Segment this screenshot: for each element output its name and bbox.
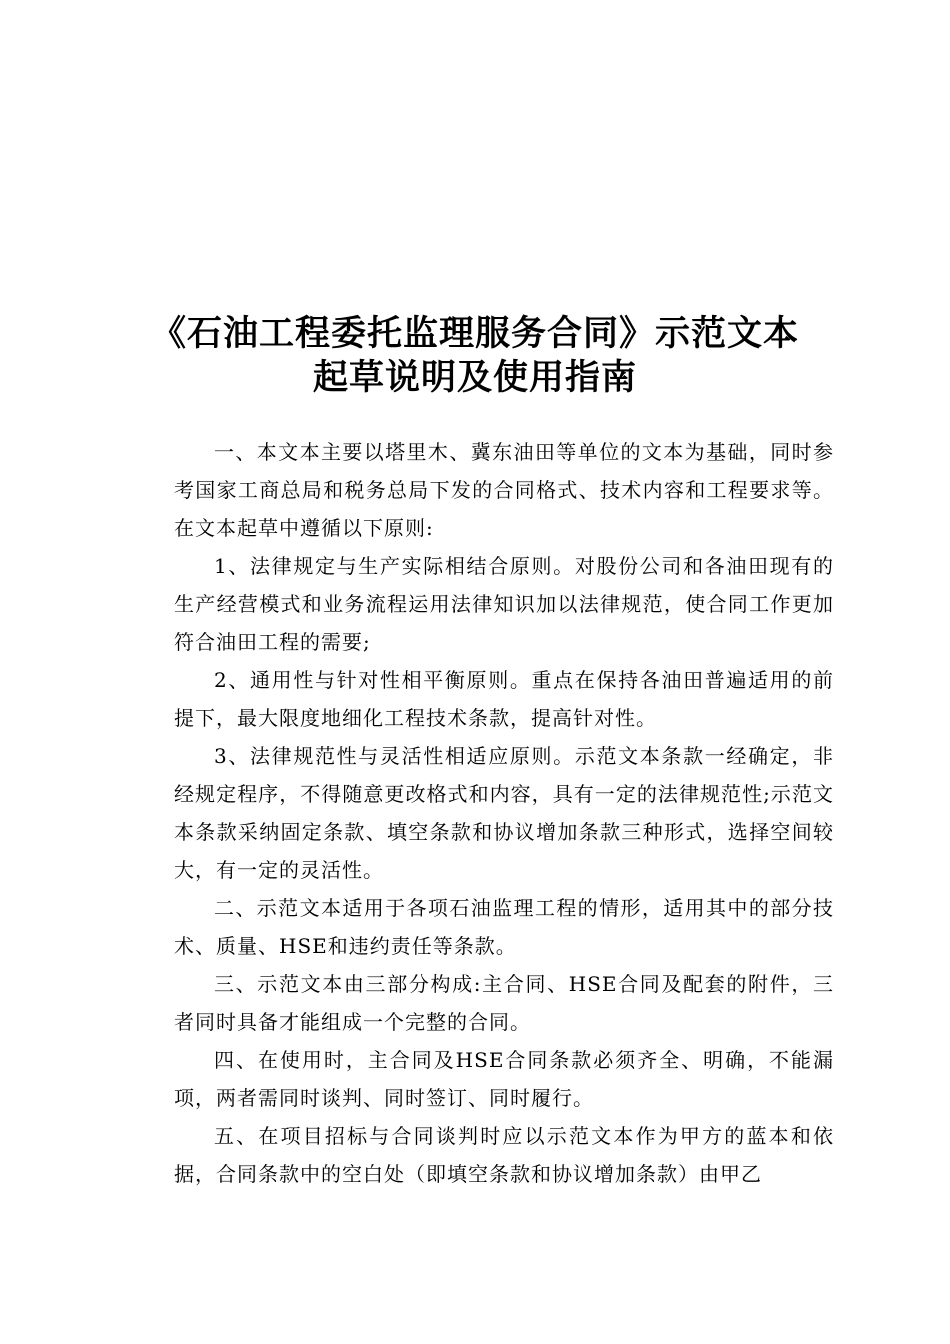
paragraph-4: 四、在使用时，主合同及HSE合同条款必须齐全、明确，不能漏项，两者需同时谈判、同时签订、同时履行。	[174, 1048, 834, 1110]
paragraph-principle-3: 3、法律规范性与灵活性相适应原则。示范文本条款一经确定，非经规定程序，不得随意更改格式和内容，具有一定的法律规范性;示范文本条款采纳固定条款、填空条款和协议增加条款三种形式，选择空间较大，有一定的灵活性。	[174, 744, 834, 882]
document-title	[120, 312, 830, 400]
title-line-2: 起草说明及使用指南	[312, 358, 637, 398]
paragraph-principle-1: 1、法律规定与生产实际相结合原则。对股份公司和各油田现有的生产经营模式和业务流程运用法律知识加以法律规范，使合同工作更加符合油田工程的需要;	[174, 554, 834, 654]
paragraph-1: 一、本文本主要以塔里木、冀东油田等单位的文本为基础，同时参考国家工商总局和税务总局下发的合同格式、技术内容和工程要求等。在文本起草中遵循以下原则:	[174, 440, 834, 540]
title-line-1: 《石油工程委托监理服务合同》示范文本	[150, 314, 799, 354]
paragraph-5: 五、在项目招标与合同谈判时应以示范文本作为甲方的蓝本和依据，合同条款中的空白处（即填空条款和协议增加条款）由甲乙	[174, 1124, 834, 1186]
document-body	[174, 433, 834, 1193]
paragraph-principle-2: 2、通用性与针对性相平衡原则。重点在保持各油田普遍适用的前提下，最大限度地细化工程技术条款，提高针对性。	[174, 668, 834, 730]
paragraph-3: 三、示范文本由三部分构成:主合同、HSE合同及配套的附件，三者同时具备才能组成一个完整的合同。	[174, 972, 834, 1034]
paragraph-2: 二、示范文本适用于各项石油监理工程的情形，适用其中的部分技术、质量、HSE和违约责任等条款。	[174, 896, 834, 958]
